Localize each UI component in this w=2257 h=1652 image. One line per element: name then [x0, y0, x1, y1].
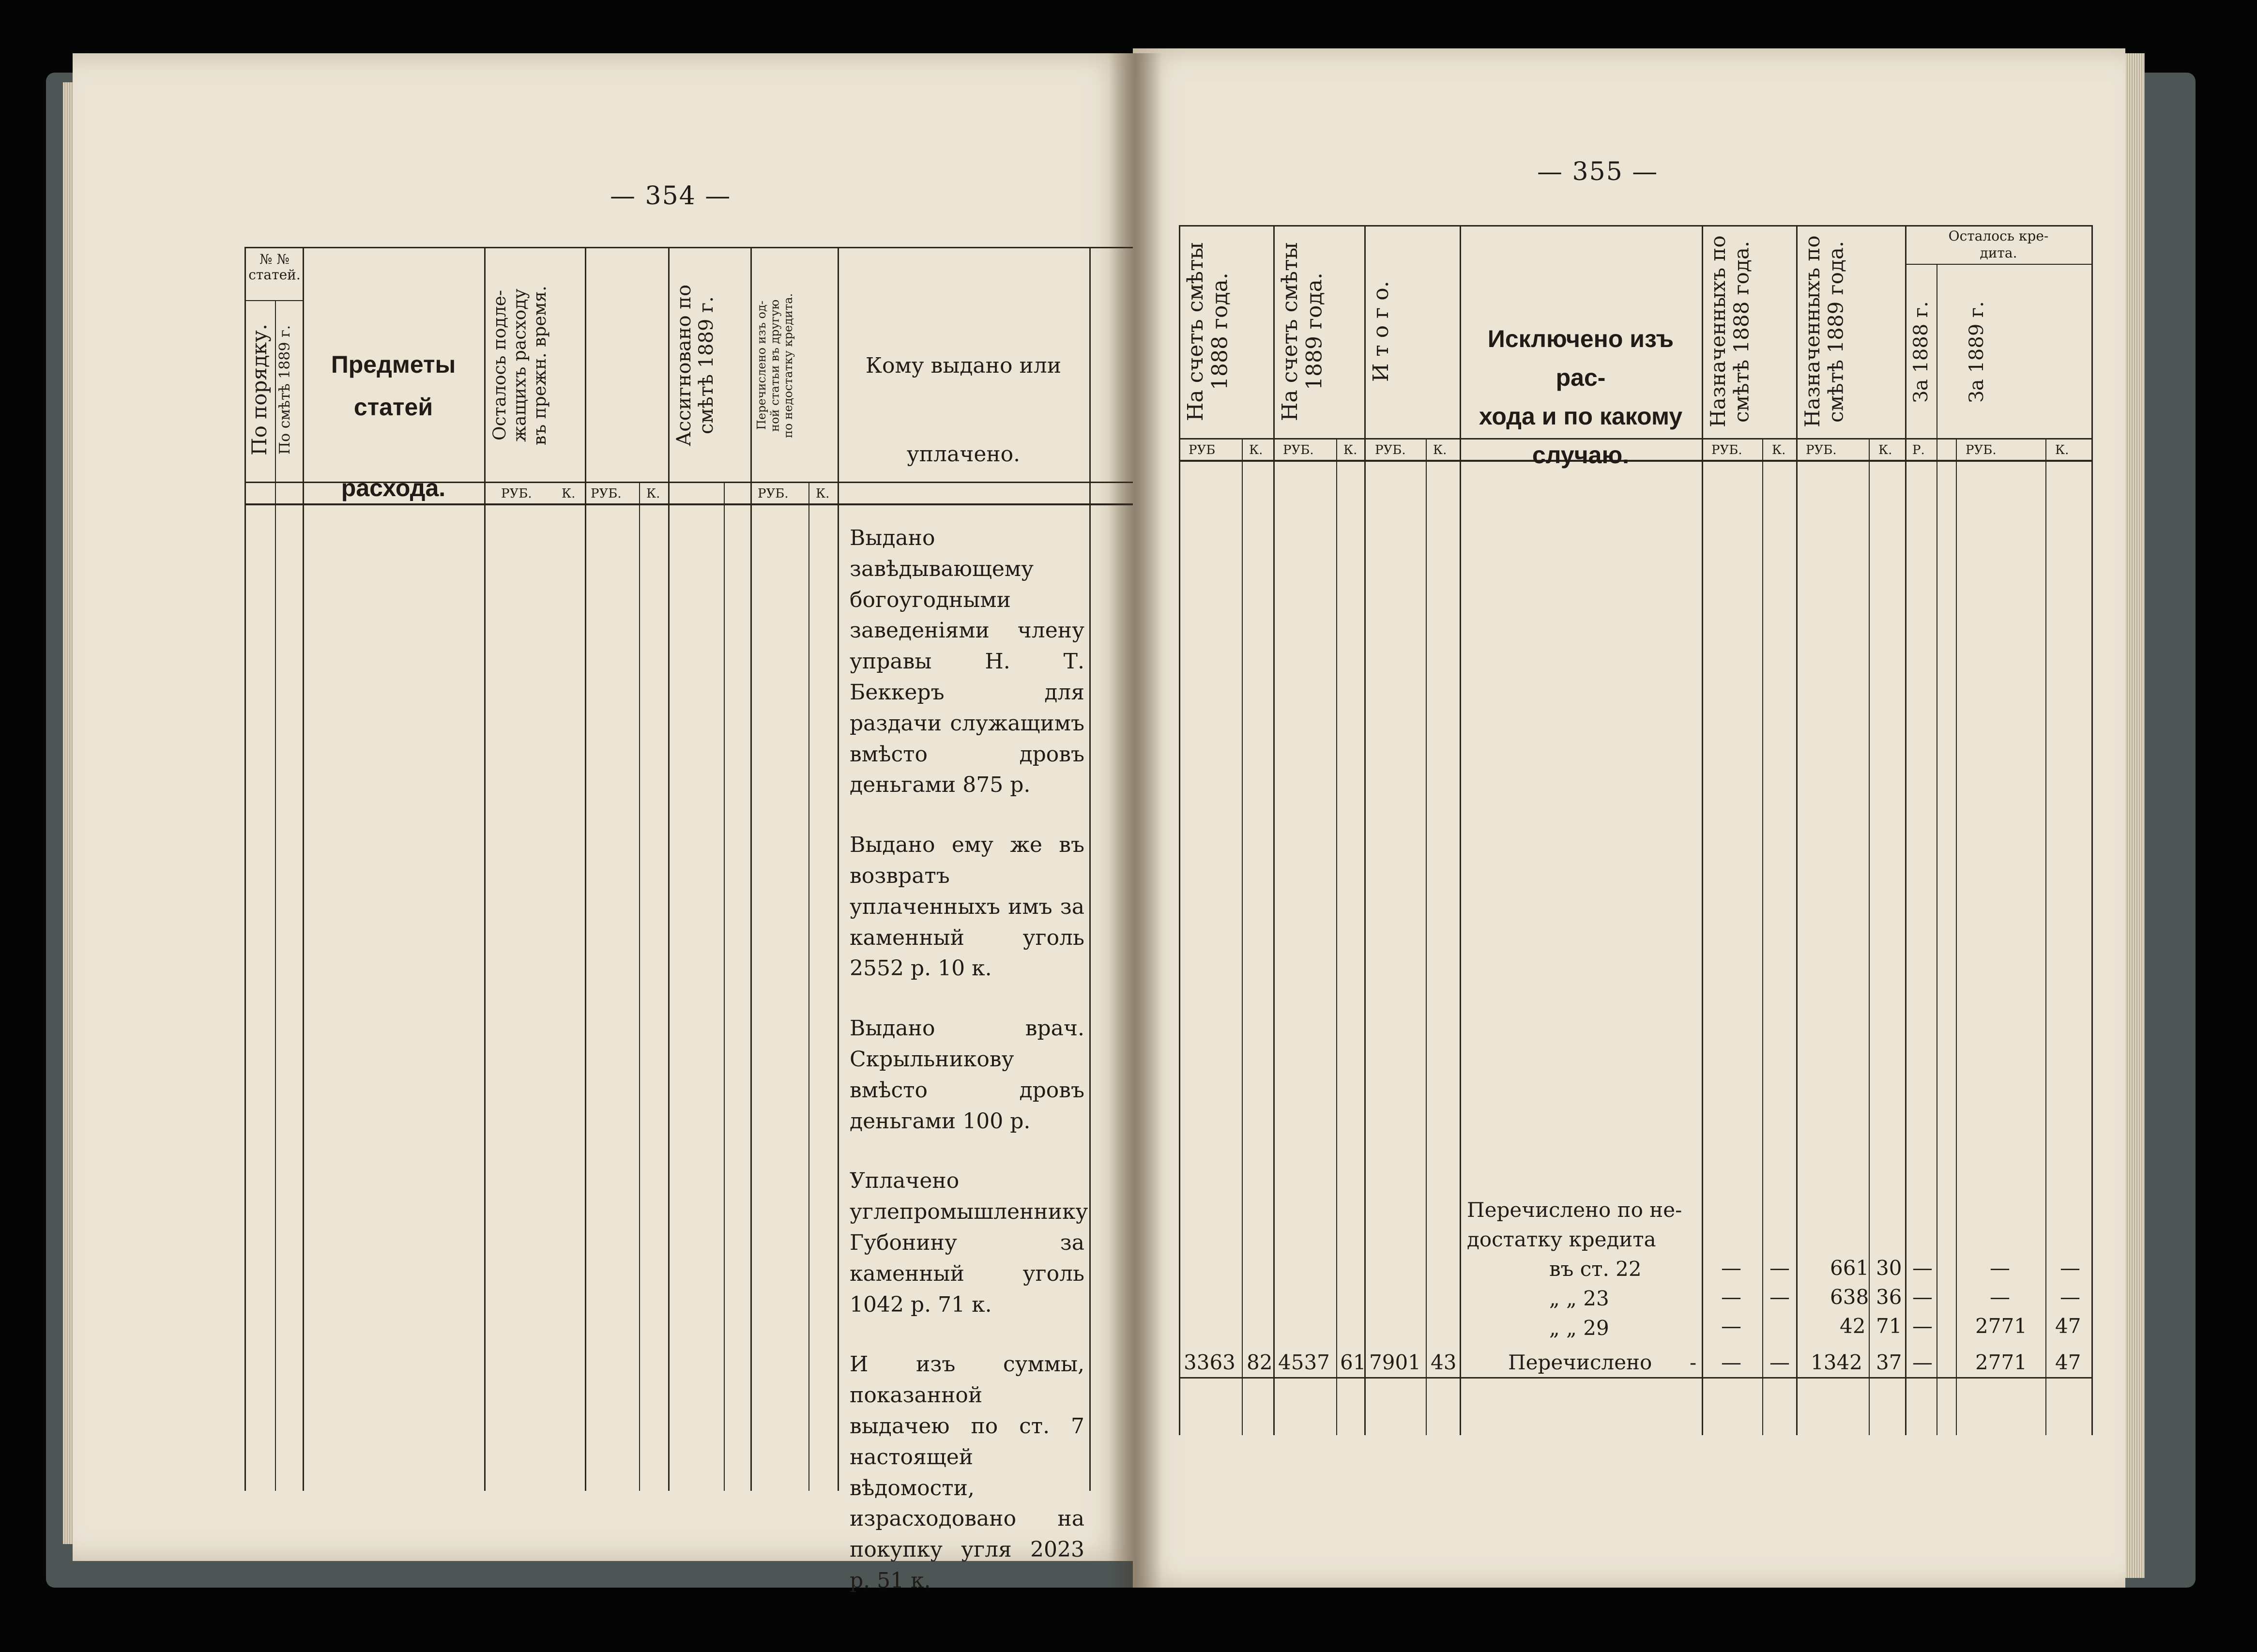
unit-label: К. — [1878, 443, 1892, 457]
header-predmety-line2: расхода. — [341, 474, 446, 501]
transfer-note-line: „ „ 29 — [1549, 1316, 1609, 1340]
cell: — — [1721, 1256, 1741, 1280]
col-rule — [639, 482, 640, 1491]
cell: — — [2060, 1285, 2080, 1309]
header-na-schet-1889: На счетъ смѣты 1889 года. — [1278, 242, 1327, 421]
cell: 1342 — [1811, 1350, 1862, 1374]
cell: — — [1990, 1285, 2010, 1309]
header-po-smete: По смѣтѣ 1889 г. — [276, 325, 293, 455]
col-rule — [2045, 438, 2046, 1435]
col-rule — [1089, 247, 1091, 1491]
header-isklyucheno-line1: Исключено изъ рас- — [1487, 325, 1674, 391]
col-rule — [303, 247, 304, 1491]
cell: 37 — [1876, 1350, 1902, 1374]
header-assignovano: Ассигновано по смѣтѣ 1889 г. — [673, 284, 717, 447]
cell: — — [1769, 1256, 1790, 1280]
col-rule — [1762, 438, 1763, 1435]
header-na-schet-1888: На счетъ смѣты 1888 года. — [1183, 242, 1233, 421]
cell: — — [1990, 1256, 2010, 1280]
paragraph: Уплачено углепромышленнику Губонину за каменный уголь 1042 р. 71 к. — [850, 1168, 1088, 1317]
page-number: — 354 — — [610, 182, 732, 211]
paragraph: И изъ суммы, показанной выдачею по ст. 7 настоящей вѣдомости, израсходовано на покупку угля 2023 р. 51 к. — [850, 1352, 1084, 1593]
col-rule — [1905, 225, 1906, 1435]
cell: 2771 — [1975, 1314, 2027, 1338]
cell: — — [1912, 1285, 1933, 1309]
col-rule — [1796, 225, 1798, 1435]
cell: 43 — [1431, 1350, 1457, 1374]
cell: 661 — [1830, 1256, 1869, 1280]
col-rule — [808, 482, 809, 1491]
cell: 47 — [2055, 1350, 2081, 1374]
col-rule — [1460, 225, 1461, 1435]
header-naznach-1889: Назначенныхъ по смѣтѣ 1889 года. — [1800, 235, 1848, 428]
unit-label: РУБ. — [1375, 443, 1406, 457]
col-rule — [244, 247, 246, 1491]
cell: — — [1769, 1285, 1790, 1309]
paragraph: Выдано ему же въ возвратъ уплаченныхъ имъ за каменный уголь 2552 р. 10 к. — [850, 833, 1084, 981]
cell: — — [1769, 1350, 1790, 1374]
total-rule — [1179, 1377, 2091, 1379]
header-ostalos: Осталось подле- жащихъ расходу въ прежн. время. — [490, 286, 550, 445]
unit-label: РУБ. — [1711, 443, 1742, 457]
col-rule — [838, 247, 839, 1491]
paragraph: Выдано врач. Скрыльникову вмѣсто дровъ деньгами 100 р. — [850, 1016, 1084, 1134]
book-gutter — [1109, 53, 1162, 1588]
col-rule — [1869, 438, 1870, 1435]
col-rule — [1179, 225, 1180, 1435]
header-predmety-line1: Предметы статей — [331, 351, 456, 421]
right-page — [1133, 48, 2125, 1588]
col-rule — [1242, 438, 1243, 1435]
cell: 47 — [2055, 1314, 2081, 1338]
cell: 61 — [1340, 1350, 1366, 1374]
cell: 7901 — [1369, 1350, 1421, 1374]
col-rule — [1364, 225, 1366, 1435]
transfer-note — [1467, 1196, 1699, 1343]
unit-label: К. — [562, 486, 576, 501]
col-rule — [1336, 438, 1337, 1435]
nn-subrule — [244, 300, 303, 301]
cell: 71 — [1876, 1314, 1902, 1338]
transfer-note-line: достатку кредита — [1467, 1227, 1656, 1251]
unit-label: К. — [816, 486, 830, 501]
transfer-note-line: въ ст. 22 — [1549, 1257, 1642, 1281]
cell: 42 — [1840, 1314, 1866, 1338]
col-rule — [484, 247, 486, 1491]
header-komu-line1: Кому выдано или — [865, 353, 1062, 378]
table-top-rule — [244, 247, 1157, 248]
header-po-poryadku: По порядку. — [247, 323, 271, 456]
col-rule — [2091, 225, 2093, 1435]
col-rule — [1702, 225, 1703, 1435]
cell: — — [1721, 1285, 1741, 1309]
header-itogo: И т о г о. — [1369, 281, 1393, 382]
cell: 30 — [1876, 1256, 1902, 1280]
cell: 4537 — [1278, 1350, 1330, 1374]
col-rule — [1426, 438, 1427, 1435]
transfer-note-line: „ „ 23 — [1549, 1286, 1609, 1310]
cell: — — [1721, 1314, 1741, 1338]
unit-label: К. — [1433, 443, 1447, 457]
payments-description — [850, 523, 1088, 1625]
col-rule — [275, 300, 276, 1491]
unit-label: К. — [646, 486, 660, 501]
col-rule — [1956, 438, 1957, 1435]
cell: — — [1912, 1314, 1933, 1338]
header-za-1889: За 1889 г. — [1966, 301, 1988, 403]
header-isklyucheno-line3: случаю. — [1532, 441, 1630, 469]
header-ostalos-kredita: Осталось кре- дита. — [1948, 228, 2049, 261]
header-komu — [842, 353, 1084, 468]
unit-label: Р. — [1912, 443, 1925, 457]
cell: — — [1721, 1350, 1741, 1374]
page-number: — 355 — — [1537, 157, 1659, 186]
unit-label: К. — [2055, 443, 2069, 457]
col-rule — [1273, 225, 1275, 1435]
cell: 3363 — [1184, 1350, 1235, 1374]
transfer-note-line: Перечислено по не- — [1467, 1198, 1682, 1222]
unit-label: РУБ. — [591, 486, 622, 501]
unit-label: РУБ. — [758, 486, 789, 501]
header-isklyucheno-line2: хода и по какому — [1479, 403, 1683, 430]
unit-label: РУБ. — [1283, 443, 1314, 457]
cell: — — [1912, 1350, 1933, 1374]
unit-label: РУБ. — [1806, 443, 1837, 457]
cell: 36 — [1876, 1285, 1902, 1309]
cell: 2771 — [1975, 1350, 2027, 1374]
unit-label: РУБ. — [501, 486, 532, 501]
header-za-1888: За 1888 г. — [1910, 301, 1932, 403]
total-label: Перечислено — [1508, 1350, 1652, 1374]
unit-label: РУБ. — [1966, 443, 1997, 457]
col-rule — [724, 482, 725, 1491]
cell: — — [1912, 1256, 1933, 1280]
paragraph: Выдано завѣдывающему богоугодными заведеніями члену управы Н. Т. Беккеръ для раздачи служащимъ вмѣсто дровъ деньгами 875 р. — [850, 526, 1084, 798]
header-predmety — [305, 344, 482, 510]
unit-label: К. — [1343, 443, 1357, 457]
table-top-rule — [1179, 225, 2091, 227]
unit-label: РУБ — [1189, 443, 1216, 457]
cell: 638 — [1830, 1285, 1869, 1309]
header-naznach-1888: Назначенныхъ по смѣтѣ 1888 года. — [1706, 235, 1754, 428]
cell: — — [2060, 1256, 2080, 1280]
unit-label: К. — [1249, 443, 1263, 457]
header-perechisleno: Перечислено изъ од- ной статьи въ другую по недостатку кредита. — [755, 293, 795, 438]
cell: 82 — [1247, 1350, 1273, 1374]
cell: - — [1690, 1350, 1697, 1374]
col-rule — [750, 247, 752, 1491]
col-rule — [668, 247, 670, 1491]
ostalos-subrule — [1905, 264, 2091, 265]
left-page — [73, 53, 1133, 1593]
header-komu-line2: уплачено. — [906, 441, 1021, 467]
header-isklyucheno — [1462, 319, 1699, 474]
header-nn-statei: № № статей. — [248, 251, 301, 283]
col-rule — [585, 247, 586, 1491]
unit-label: К. — [1772, 443, 1786, 457]
